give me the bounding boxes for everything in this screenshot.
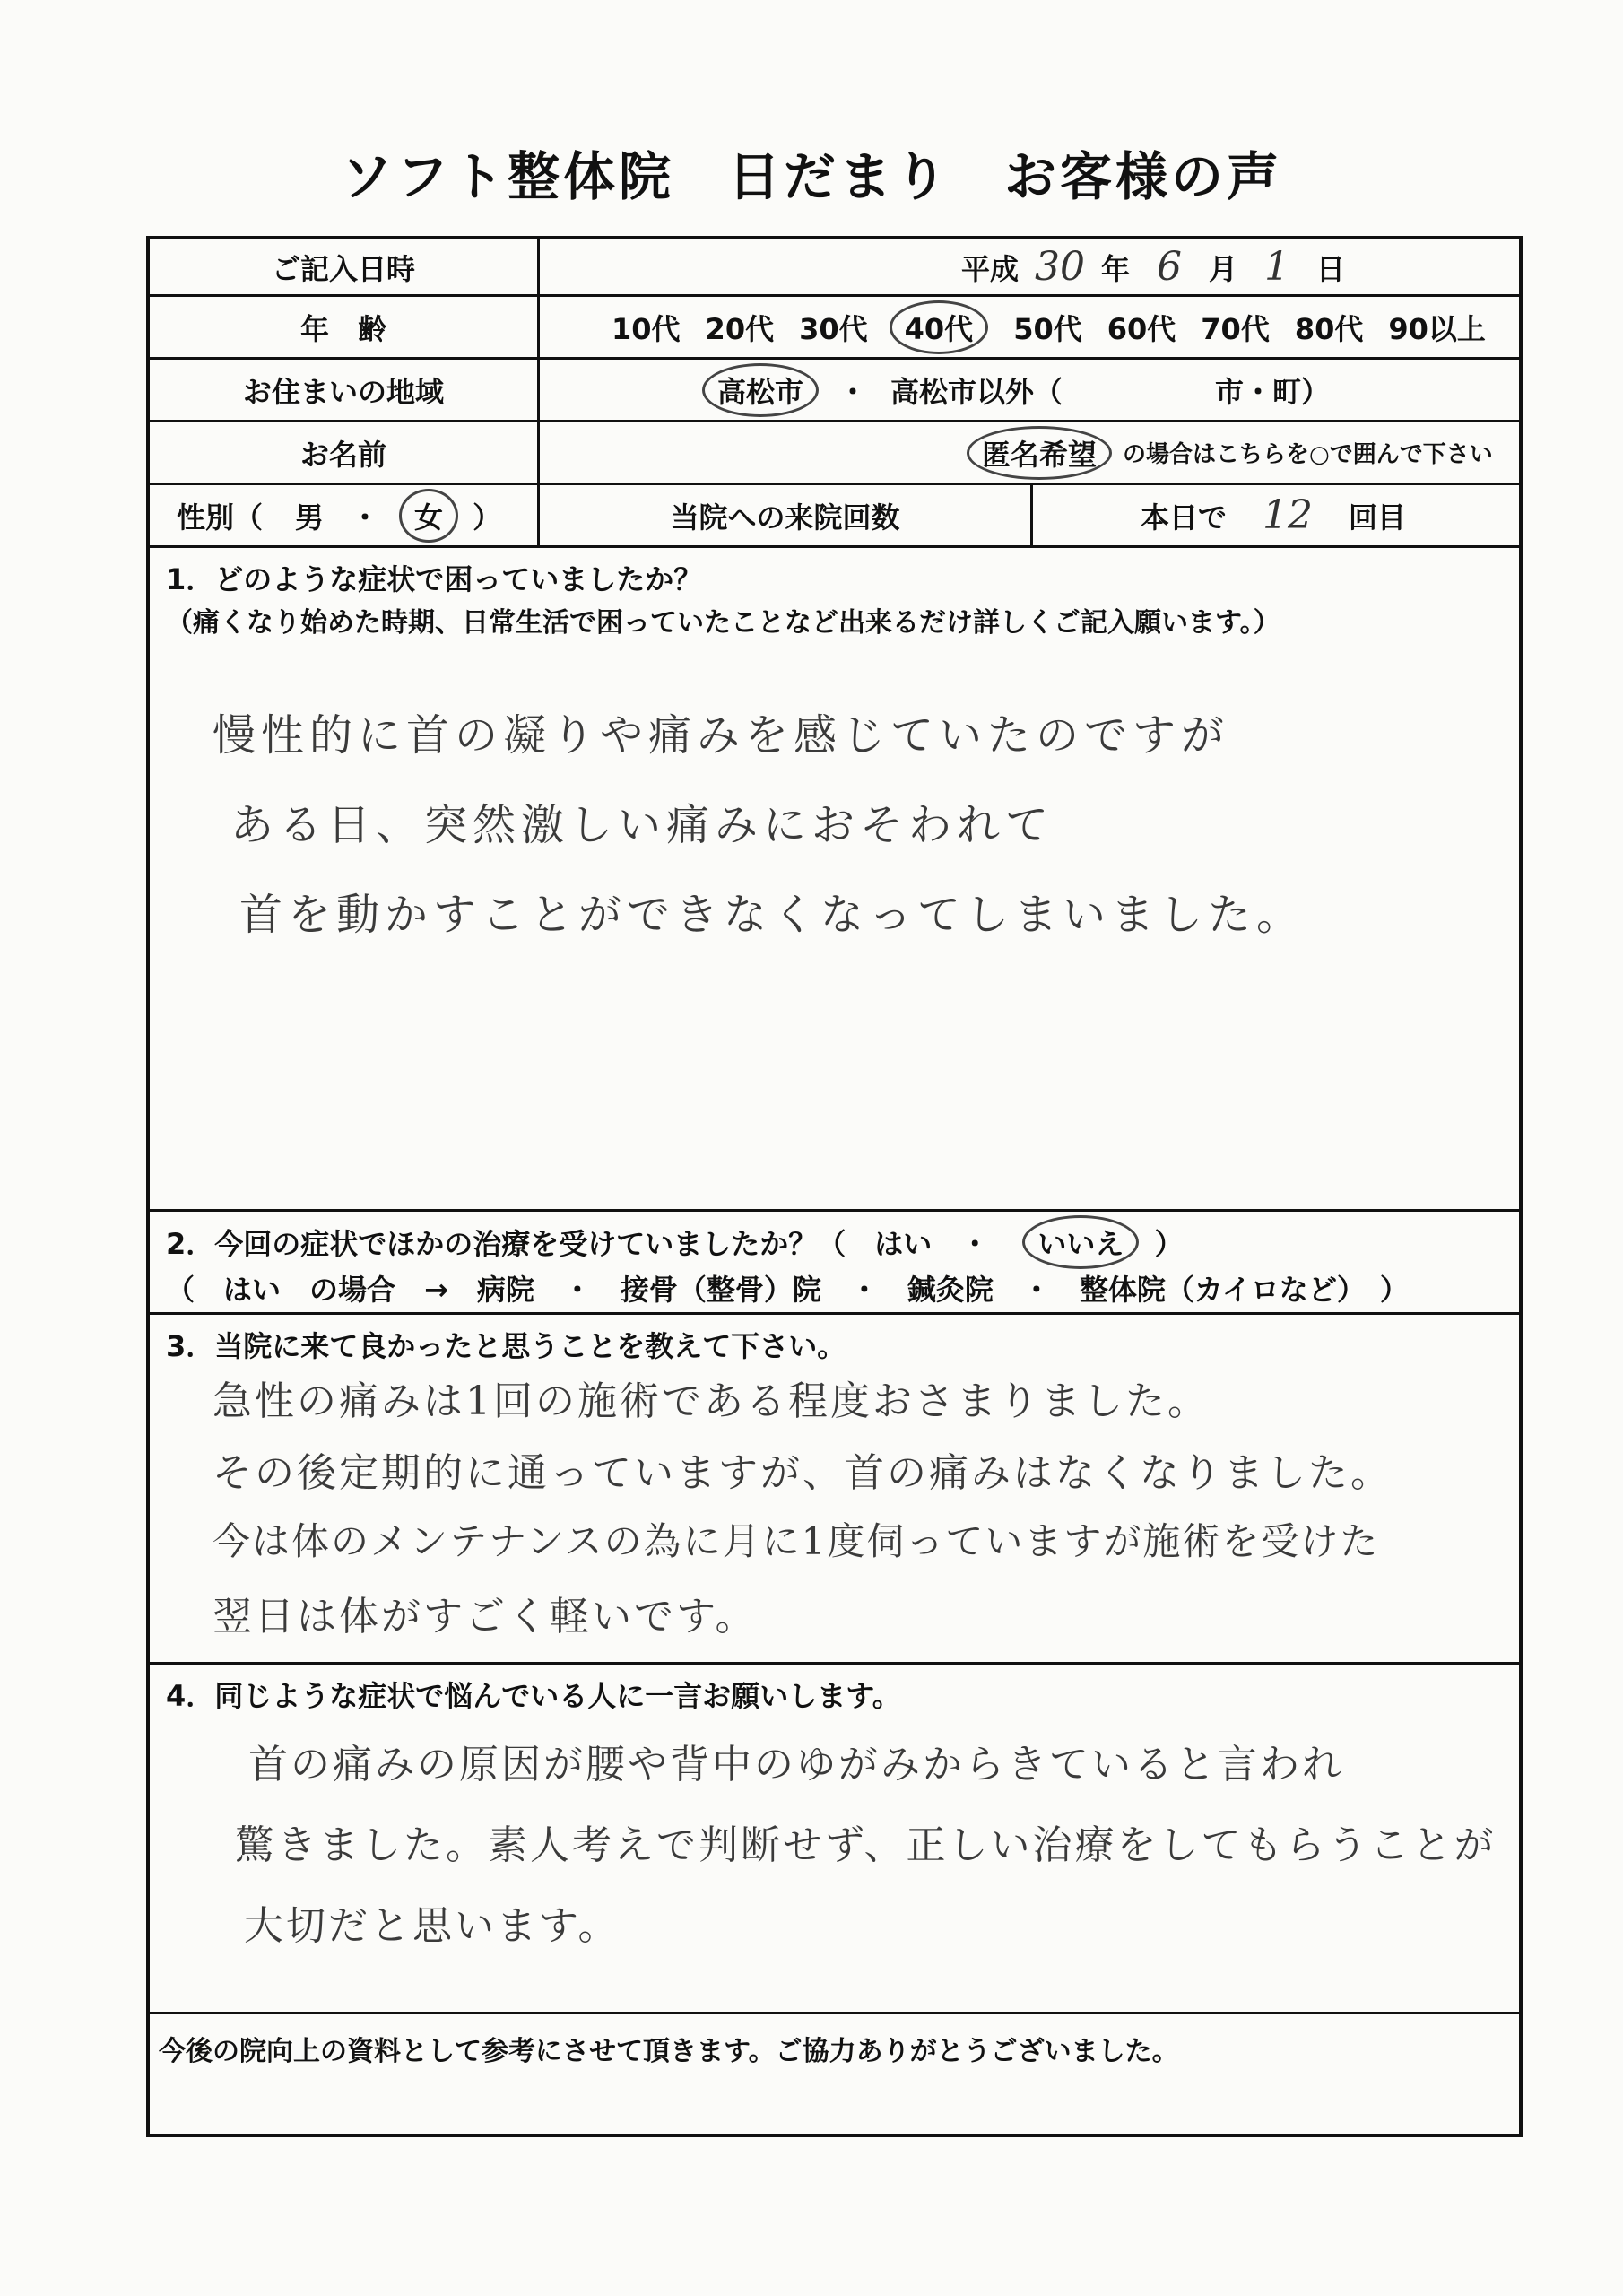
age-option[interactable]: 50代 (1013, 311, 1082, 346)
question-1-section (150, 548, 1519, 1212)
answer-4-line: 驚きました。素人考えで判断せず、正しい治療をしてもらうことが (235, 1822, 1497, 1868)
question-1-text: 1．どのような症状で困っていましたか？ (166, 562, 703, 596)
clinic-type: ソフト整体院 (340, 146, 674, 207)
year-unit: 年 (1101, 251, 1131, 286)
age-option[interactable]: 60代 (1107, 311, 1176, 346)
month-value[interactable]: 6 (1157, 244, 1183, 290)
age-options (540, 297, 1519, 357)
question-2-options: （ はい の場合 → 病院 ・ 接骨（整骨）院 ・ 鍼灸院 ・ 整体院（カイロなど） ） (166, 1273, 1409, 1307)
area-row (150, 360, 1519, 422)
footer-note: 今後の院向上の資料として参考にさせて頂きます。ご協力ありがとうございました。 (159, 2036, 1179, 2067)
answer-3-line: 翌日は体がすごく軽いです。 (213, 1594, 758, 1639)
gender-close: ） (473, 500, 502, 535)
clinic-name: 日だまり (727, 146, 950, 207)
date-label: ご記入日時 (150, 239, 540, 294)
today-label: 本日で (1141, 500, 1228, 535)
answer-1-line: 首を動かすことができなくなってしまいました。 (239, 890, 1306, 940)
area-option-outside[interactable]: 高松市以外（ (890, 374, 1063, 409)
question-1-note: （痛くなり始めた時期、日常生活で困っていたことなど出来るだけ詳しくご記入願います。） (166, 607, 1280, 639)
question-3-text: 3．当院に来て良かったと思うことを教えて下さい。 (166, 1329, 846, 1363)
answer-3-line: 今は体のメンテナンスの為に月に1度伺っていますが施術を受けた (213, 1519, 1380, 1563)
day-value[interactable]: 1 (1264, 244, 1290, 290)
gender-option-male[interactable]: 男 (295, 500, 325, 535)
answer-4-line: 大切だと思います。 (244, 1903, 621, 1949)
answer-1-line: ある日、突然激しい痛みにおそわれて (230, 800, 1055, 850)
date-row (150, 239, 1519, 297)
q2-close: ） (1154, 1227, 1184, 1261)
day-unit: 日 (1316, 251, 1346, 286)
year-value[interactable]: 30 (1035, 244, 1086, 290)
age-label: 年 齢 (150, 297, 540, 357)
gender-dot: ・ (351, 500, 380, 535)
question-4-text: 4．同じような症状で悩んでいる人に一言お願いします。 (166, 1679, 901, 1713)
area-separator: ・ (838, 374, 868, 409)
age-option[interactable]: 30代 (799, 311, 868, 346)
question-2-text: 2．今回の症状でほかの治療を受けていましたか？（ はい ・ (166, 1227, 990, 1261)
age-option[interactable]: 10代 (612, 311, 681, 346)
answer-3-line: その後定期的に通っていますが、首の痛みはなくなりました。 (213, 1450, 1393, 1496)
age-option[interactable]: 90以上 (1388, 311, 1486, 346)
survey-form (146, 236, 1523, 2137)
area-suffix: 市・町） (1215, 374, 1331, 409)
age-option[interactable]: 20代 (705, 311, 775, 346)
area-label: お住まいの地域 (150, 360, 540, 420)
gender-row (150, 485, 1519, 548)
area-option-takamatsu[interactable]: 高松市 (702, 363, 819, 417)
gender-option-female[interactable]: 女 (399, 489, 458, 543)
age-option[interactable]: 80代 (1294, 311, 1364, 346)
visit-count[interactable]: 12 (1263, 492, 1314, 538)
visits-label: 当院への来院回数 (540, 485, 1033, 545)
q2-option-no[interactable]: いいえ (1022, 1215, 1139, 1269)
age-option[interactable]: 40代 (890, 300, 989, 354)
era: 平成 (961, 251, 1020, 286)
name-row (150, 422, 1519, 485)
anonymous-note: の場合はこちらを○で囲んで下さい (1123, 441, 1493, 468)
visit-unit: 回目 (1349, 500, 1407, 535)
title-voice: お客様の声 (1004, 146, 1283, 207)
page-title (0, 135, 1623, 210)
question-3-section (150, 1315, 1519, 1665)
age-option[interactable]: 70代 (1201, 311, 1270, 346)
answer-4-line: 首の痛みの原因が腰や背中のゆがみからきていると言われ (248, 1742, 1344, 1787)
gender-label: 性別（ (177, 500, 264, 535)
question-2-section (150, 1212, 1519, 1315)
answer-3-line: 急性の痛みは1回の施術である程度おさまりました。 (213, 1378, 1210, 1424)
answer-1-line: 慢性的に首の凝りや痛みを感じていたのですが (213, 710, 1230, 761)
question-4-section (150, 1665, 1519, 2014)
anonymous-option[interactable]: 匿名希望 (967, 426, 1112, 480)
age-row (150, 297, 1519, 360)
month-unit: 月 (1209, 251, 1238, 286)
name-label: お名前 (150, 422, 540, 483)
